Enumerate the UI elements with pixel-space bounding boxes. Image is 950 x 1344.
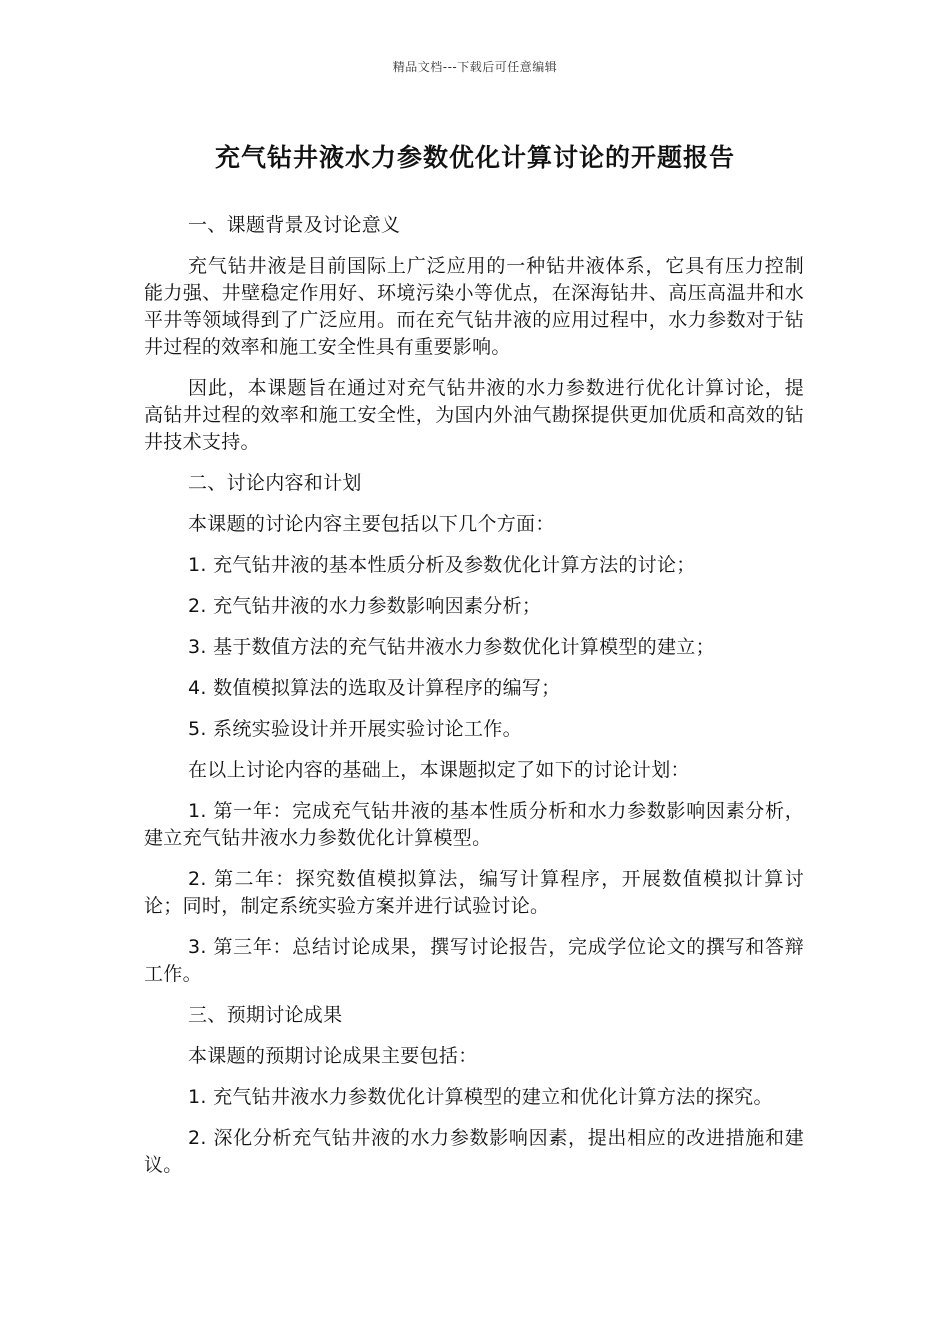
list-item-plan-2: 2. 第二年：探究数值模拟算法，编写计算程序，开展数值模拟计算讨论；同时，制定系统实验方案并进行试验讨论。 — [144, 868, 804, 917]
list-item-result-1: 1. 充气钻井液水力参数优化计算模型的建立和优化计算方法的探究。 — [188, 1086, 773, 1108]
document-title: 充气钻井液水力参数优化计算讨论的开题报告 — [214, 143, 735, 172]
list-item-plan-3: 3. 第三年：总结讨论成果，撰写讨论报告，完成学位论文的撰写和答辩工作。 — [144, 936, 804, 985]
list-item-content-5: 5. 系统实验设计并开展实验讨论工作。 — [188, 718, 522, 740]
section-heading-background: 一、课题背景及讨论意义 — [188, 214, 401, 236]
list-item-content-2: 2. 充气钻井液的水力参数影响因素分析； — [188, 595, 542, 617]
page-header-note: 精品文档---下载后可任意编辑 — [392, 60, 558, 74]
paragraph-purpose: 因此，本课题旨在通过对充气钻井液的水力参数进行优化计算讨论，提高钻井过程的效率和施工安全性，为国内外油气勘探提供更加优质和高效的钻井技术支持。 — [144, 377, 804, 453]
section-heading-content-plan: 二、讨论内容和计划 — [188, 472, 362, 494]
document-body — [144, 212, 804, 1193]
paragraph-background: 充气钻井液是目前国际上广泛应用的一种钻井液体系，它具有压力控制能力强、井壁稳定作用好、环境污染小等优点，在深海钻井、高压高温井和水平井等领域得到了广泛应用。而在充气钻井液的应用过程中，水力参数对于钻井过程的效率和施工安全性具有重要影响。 — [144, 255, 804, 358]
section-heading-expected-results: 三、预期讨论成果 — [188, 1004, 343, 1026]
list-item-content-3: 3. 基于数值方法的充气钻井液水力参数优化计算模型的建立； — [188, 636, 715, 658]
paragraph-content-intro: 本课题的讨论内容主要包括以下几个方面： — [188, 513, 555, 535]
list-item-content-1: 1. 充气钻井液的基本性质分析及参数优化计算方法的讨论； — [188, 554, 696, 576]
paragraph-results-intro: 本课题的预期讨论成果主要包括： — [188, 1045, 478, 1067]
list-item-content-4: 4. 数值模拟算法的选取及计算程序的编写； — [188, 677, 561, 699]
paragraph-plan-intro: 在以上讨论内容的基础上，本课题拟定了如下的讨论计划： — [188, 759, 690, 781]
list-item-plan-1: 1. 第一年：完成充气钻井液的基本性质分析和水力参数影响因素分析，建立充气钻井液水力参数优化计算模型。 — [144, 800, 804, 849]
list-item-result-2: 2. 深化分析充气钻井液的水力参数影响因素，提出相应的改进措施和建议。 — [144, 1127, 804, 1176]
